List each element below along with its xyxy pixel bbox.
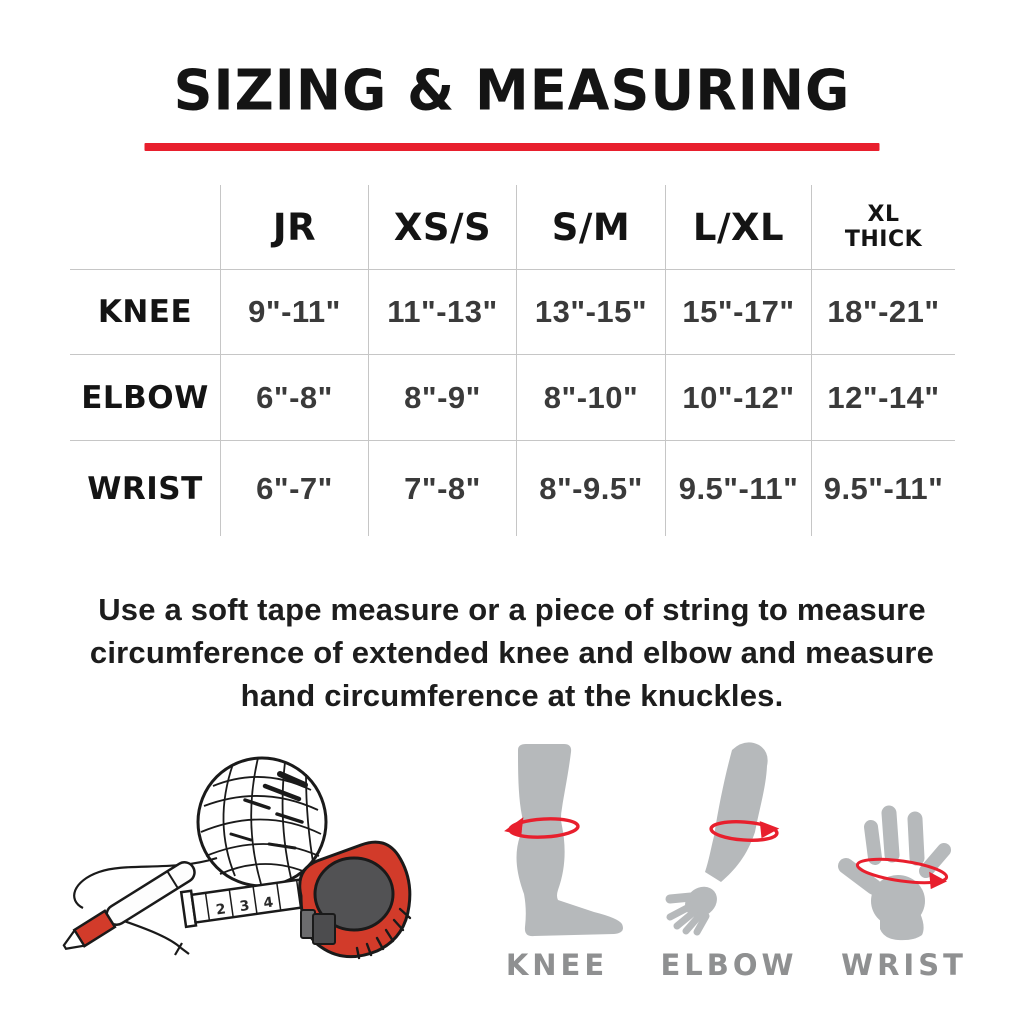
tape-measure-icon	[300, 842, 410, 958]
column-header-label: XS/S	[393, 205, 492, 249]
column-header-subline: THICK	[844, 227, 923, 252]
column-header-lxl	[665, 185, 811, 270]
size-cell-knee-xss: 11"-13"	[368, 270, 516, 355]
row-label-wrist: WRIST	[87, 470, 203, 507]
column-header-label: XL	[867, 201, 900, 227]
elbow-figure	[655, 740, 805, 940]
tape-number: 2	[214, 901, 227, 919]
sizing-table	[70, 185, 955, 536]
tape-number: 4	[262, 894, 275, 912]
size-cell-wrist-jr: 6"-7"	[220, 441, 368, 536]
size-cell-elbow-xss: 8"-9"	[368, 355, 516, 441]
table-corner-cell	[70, 185, 220, 270]
column-header-label: L/XL	[692, 205, 785, 249]
size-cell-wrist-xss: 7"-8"	[368, 441, 516, 536]
column-header-jr	[220, 185, 368, 270]
row-label-elbow: ELBOW	[70, 355, 220, 441]
figure-label-wrist: WRIST	[841, 948, 967, 982]
size-cell-elbow-sm: 8"-10"	[516, 355, 665, 441]
arm-icon	[655, 740, 805, 940]
knee-figure	[470, 742, 640, 942]
measuring-tools-illustration	[55, 748, 415, 978]
column-header-sm	[516, 185, 665, 270]
column-header-label: JR	[272, 205, 317, 249]
size-cell-elbow-jr: 6"-8"	[220, 355, 368, 441]
size-cell-elbow-xlthick: 12"-14"	[811, 355, 955, 441]
column-header-label: S/M	[551, 205, 631, 249]
size-cell-knee-sm: 13"-15"	[516, 270, 665, 355]
size-cell-wrist-sm: 8"-9.5"	[516, 441, 665, 536]
size-cell-wrist-xlthick: 9.5"-11"	[811, 441, 955, 536]
hand-icon	[822, 745, 972, 945]
title-underline	[145, 143, 880, 151]
size-cell-knee-jr: 9"-11"	[220, 270, 368, 355]
page-title: SIZING & MEASURING	[173, 57, 851, 124]
figure-label-elbow: ELBOW	[660, 948, 798, 982]
tape-number: 3	[238, 897, 251, 916]
measuring-tools-icon	[55, 748, 415, 978]
size-cell-knee-lxl: 15"-17"	[665, 270, 811, 355]
row-label-knee: KNEE	[70, 270, 220, 355]
column-header-xss	[368, 185, 516, 270]
size-cell-wrist-lxl: 9.5"-11"	[665, 441, 811, 536]
size-cell-elbow-lxl: 10"-12"	[665, 355, 811, 441]
column-header-xl-thick	[811, 185, 955, 270]
wrist-figure	[822, 745, 972, 945]
leg-icon	[470, 742, 640, 942]
size-cell-knee-xlthick: 18"-21"	[811, 270, 955, 355]
figure-label-knee: KNEE	[505, 948, 609, 982]
instructions-text: Use a soft tape measure or a piece of string to measure circumference of extended knee and elbow and measure hand circumference at the knuckles.	[89, 592, 935, 713]
